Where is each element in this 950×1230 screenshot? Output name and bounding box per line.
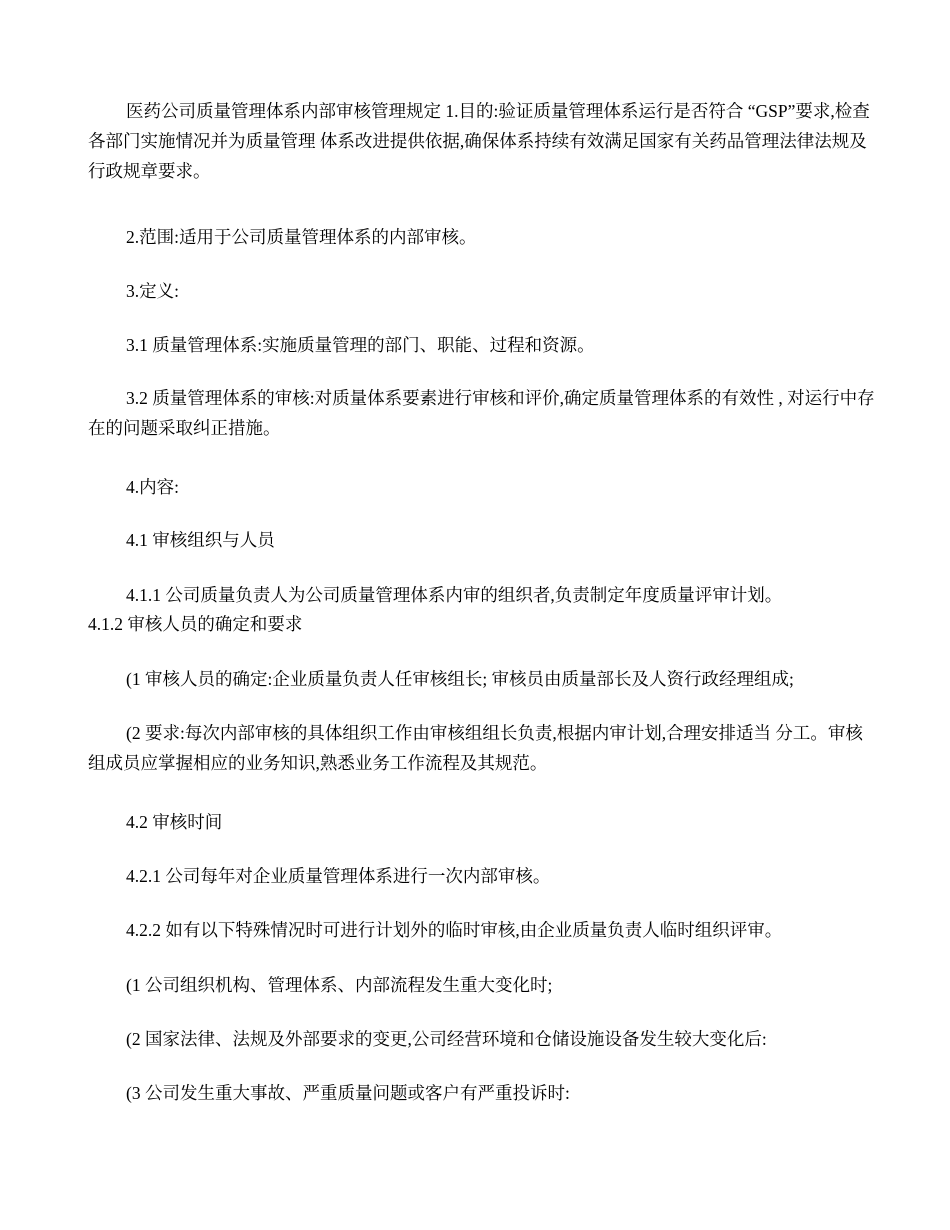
paragraph-case-1: (1 公司组织机构、管理体系、内部流程发生重大变化时; bbox=[126, 975, 553, 995]
paragraph-4-1-2: 4.1.2 审核人员的确定和要求 bbox=[88, 614, 303, 634]
paragraph-definition-3-2: 3.2 质量管理体系的审核:对质量体系要素进行审核和评价,确定质量管理体系的有效性 , 对运行中存在的问题采取纠正措施。 bbox=[88, 388, 875, 438]
paragraph-purpose: 医药公司质量管理体系内部审核管理规定 1.目的:验证质量管理体系运行是否符合 “GSP”要求,检查各部门实施情况并为质量管理 体系改进提供依据,确保体系持续有效满足国家有关药品管理法律法规及行政规章要求。 bbox=[88, 101, 870, 181]
paragraph-definition-heading: 3.定义: bbox=[126, 281, 179, 301]
paragraph-4-2: 4.2 审核时间 bbox=[126, 812, 223, 832]
paragraph-4-1: 4.1 审核组织与人员 bbox=[126, 530, 275, 550]
paragraph-reviewer-determination: (1 审核人员的确定:企业质量负责人任审核组长; 审核员由质量部长及人资行政经理组成; bbox=[126, 669, 794, 689]
paragraph-case-2: (2 国家法律、法规及外部要求的变更,公司经营环境和仓储设施设备发生较大变化后: bbox=[126, 1029, 767, 1049]
paragraph-case-3: (3 公司发生重大事故、严重质量问题或客户有严重投诉时: bbox=[126, 1083, 570, 1103]
paragraph-content-heading: 4.内容: bbox=[126, 477, 179, 497]
paragraph-4-1-1: 4.1.1 公司质量负责人为公司质量管理体系内审的组织者,负责制定年度质量评审计划。 bbox=[126, 585, 783, 605]
paragraph-scope: 2.范围:适用于公司质量管理体系的内部审核。 bbox=[126, 227, 477, 247]
paragraph-definition-3-1: 3.1 质量管理体系:实施质量管理的部门、职能、过程和资源。 bbox=[126, 335, 595, 355]
paragraph-4-2-1: 4.2.1 公司每年对企业质量管理体系进行一次内部审核。 bbox=[126, 866, 551, 886]
paragraph-4-2-2: 4.2.2 如有以下特殊情况时可进行计划外的临时审核,由企业质量负责人临时组织评审。 bbox=[126, 920, 783, 940]
paragraph-requirements: (2 要求:每次内部审核的具体组织工作由审核组组长负责,根据内审计划,合理安排适当 分工。审核组成员应掌握相应的业务知识,熟悉业务工作流程及其规范。 bbox=[88, 723, 863, 773]
